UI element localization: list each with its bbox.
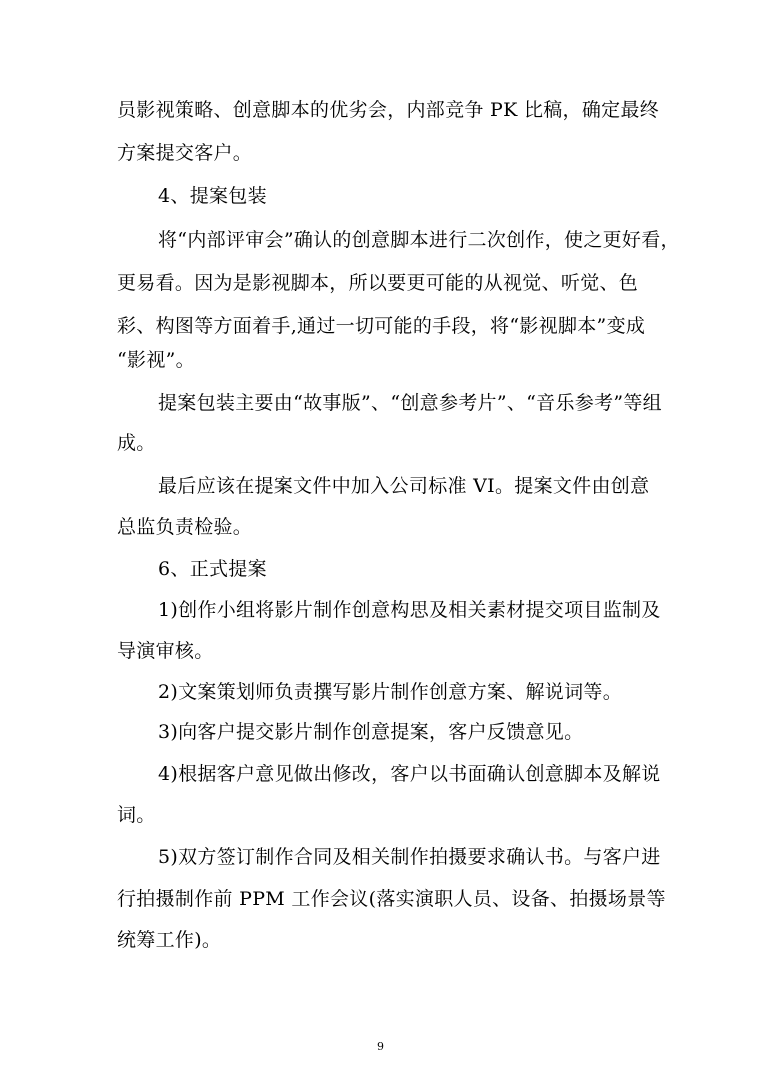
list-item: 3)向客户提交影片制作创意提案，客户反馈意见。 (158, 721, 584, 743)
text-line: 成。 (117, 432, 156, 454)
list-item: 4)根据客户意见做出修改，客户以书面确认创意脚本及解说 (158, 763, 661, 785)
list-item: 5)双方签订制作合同及相关制作拍摄要求确认书。与客户进 (158, 846, 661, 868)
text-line: 总监负责检验。 (117, 516, 253, 538)
section-heading: 4、提案包装 (158, 185, 267, 207)
text-line: 将“内部评审会”确认的创意脚本进行二次创作，使之更好看， (158, 229, 680, 251)
text-line: 彩、构图等方面着手,通过一切可能的手段，将“影视脚本”变成 (117, 315, 646, 337)
section-heading: 6、正式提案 (158, 558, 267, 580)
text-line: 最后应该在提案文件中加入公司标准 VI。提案文件由创意 (158, 475, 650, 497)
text-line: “影视”。 (117, 349, 195, 371)
text-line: 提案包装主要由“故事版”、“创意参考片”、“音乐参考”等组 (158, 392, 662, 414)
text-line: 方案提交客户。 (117, 142, 253, 164)
text-line: 更易看。因为是影视脚本，所以要更可能的从视觉、听觉、色 (117, 272, 639, 294)
page-number: 9 (377, 1040, 384, 1053)
text-line: 统筹工作)。 (117, 929, 222, 951)
text-line: 行拍摄制作前 PPM 工作会议(落实演职人员、设备、拍摄场景等 (117, 888, 666, 910)
list-item: 2)文案策划师负责撰写影片制作创意方案、解说词等。 (158, 681, 623, 703)
text-line: 员影视策略、创意脚本的优劣会，内部竞争 PK 比稿，确定最终 (117, 99, 660, 121)
text-line: 导演审核。 (117, 640, 214, 662)
text-line: 词。 (117, 804, 156, 826)
list-item: 1)创作小组将影片制作创意构思及相关素材提交项目监制及 (158, 599, 661, 621)
